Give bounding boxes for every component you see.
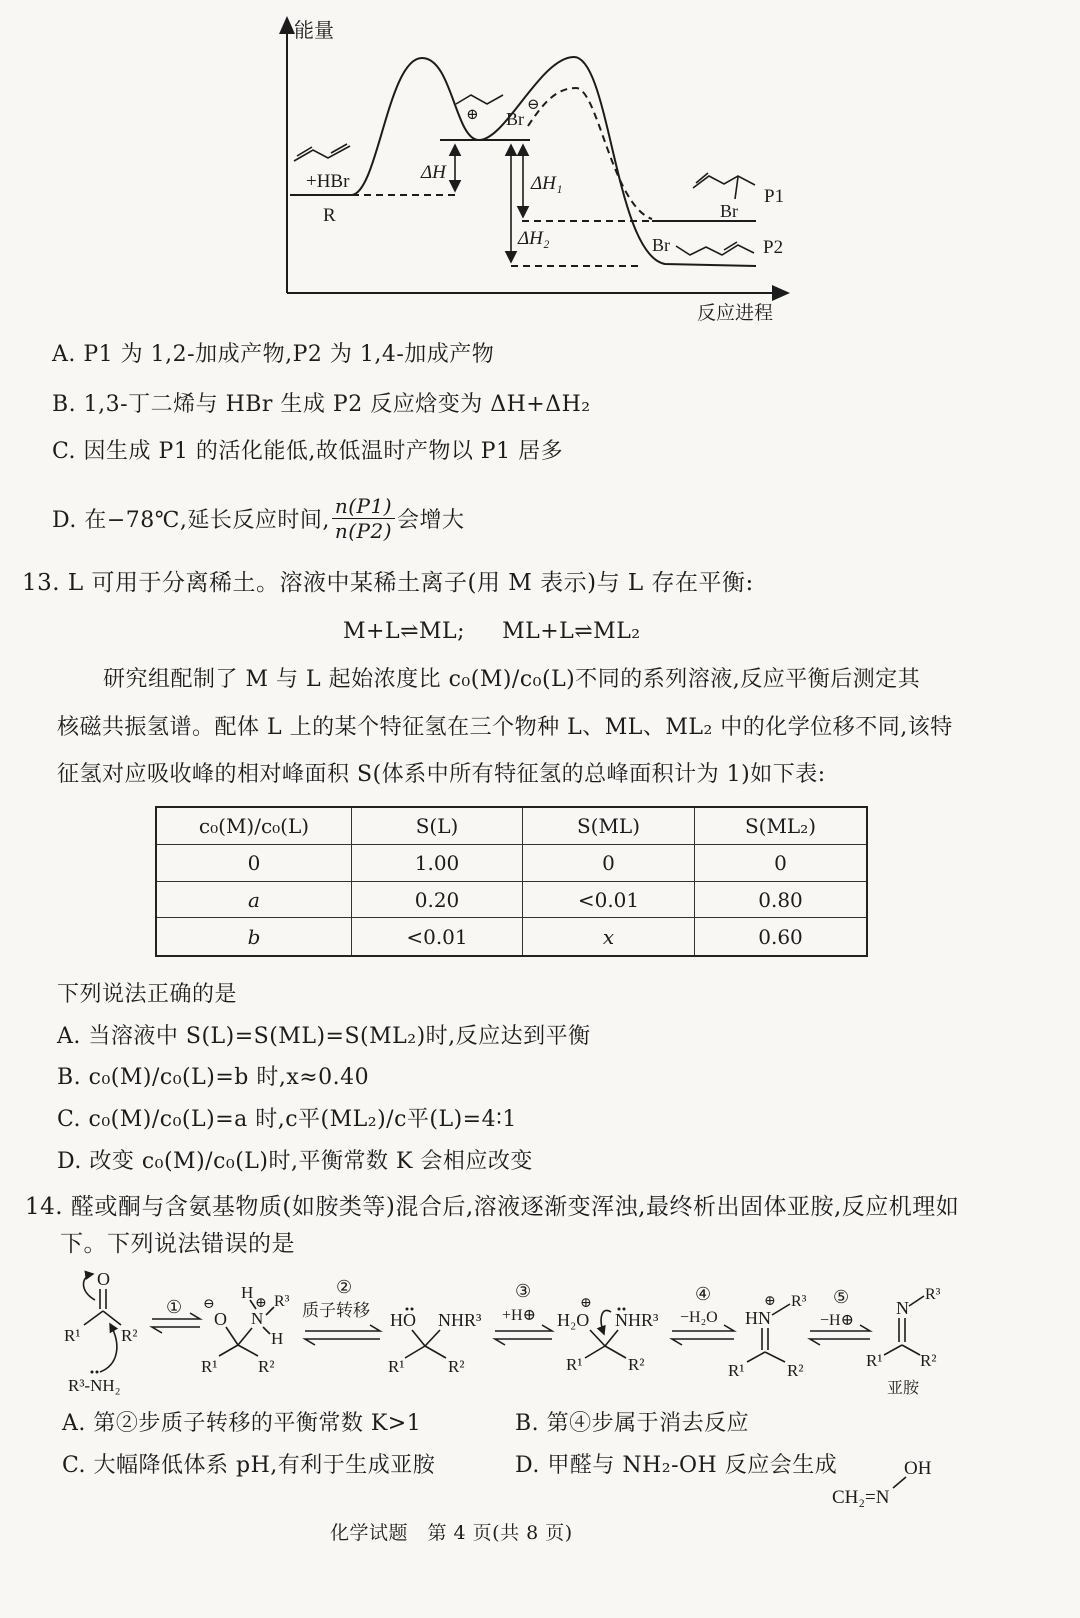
n-o-bond (893, 1477, 906, 1488)
equilibrium-arrow-3 (495, 1325, 552, 1345)
alkoxide-oxygen: O (214, 1309, 227, 1329)
bond-line (902, 1345, 920, 1355)
table-cell: 0.80 (695, 882, 868, 918)
r1-group: R¹ (866, 1351, 883, 1370)
equilibrium-arrow-2 (305, 1325, 380, 1345)
r1-group: R¹ (201, 1357, 218, 1376)
r2-group: R² (628, 1355, 645, 1374)
oxonium-water-group: H₂O (557, 1310, 590, 1330)
bond-line (412, 1330, 425, 1346)
q13-option-a: A. 当溶液中 S(L)=S(ML)=S(ML₂)时,反应达到平衡 (57, 1024, 591, 1049)
ratio-fraction (332, 494, 395, 543)
q12-option-d-suffix: 会增大 (397, 507, 465, 533)
bond-line (266, 1307, 274, 1315)
q13-paragraph-line: 核磁共振氢谱。配体 L 上的某个特征氢在三个物种 L、ML、ML₂ 中的化学位移不同,该特 (57, 715, 953, 740)
p2-label: P2 (763, 237, 784, 258)
carbonyl-oxygen: O (97, 1269, 110, 1289)
curved-arrow-icon (83, 1274, 95, 1300)
oxime-hydroxyl: OH (904, 1458, 932, 1479)
q13-paragraph-line: 研究组配制了 M 与 L 起始浓度比 c₀(M)/c₀(L)不同的系列溶液,反应平衡后测定其 (103, 667, 921, 692)
table-cell: <0.01 (352, 918, 523, 957)
p2-skeleton (676, 245, 754, 255)
table-header-cell: S(L) (352, 807, 523, 845)
imine-mechanism (0, 1262, 1080, 1402)
q14-stem-line: 14. 醛或酮与含氨基物质(如胺类等)混合后,溶液逐渐变浑浊,最终析出固体亚胺,反应机理如 (25, 1194, 960, 1220)
table-cell: 0 (523, 845, 695, 882)
q12-option-b: B. 1,3-丁二烯与 HBr 生成 P2 反应焓变为 ΔH+ΔH₂ (52, 392, 591, 417)
bond-line (765, 1352, 785, 1362)
table-cell: 0.60 (695, 918, 868, 957)
delta-h1-label: ΔH₁ (531, 173, 563, 194)
table-header-cell: S(ML) (523, 807, 695, 845)
bond-line (909, 1296, 924, 1306)
amine-group: NHR³ (438, 1310, 482, 1330)
imine-nitrogen: N (896, 1298, 909, 1318)
table-row (156, 845, 867, 882)
q14-option-d: D. 甲醛与 NH₂-OH 反应会生成 (515, 1453, 838, 1478)
q14-option-c: C. 大幅降低体系 pH,有利于生成亚胺 (62, 1453, 436, 1478)
q12-option-c: C. 因生成 P1 的活化能低,故低温时产物以 P1 居多 (52, 439, 564, 464)
hydroxyl-group: HO (390, 1310, 416, 1330)
r3-group: R³ (791, 1293, 807, 1310)
reactant-hbr-label: +HBr (306, 171, 350, 192)
curved-arrow-icon (100, 1324, 117, 1372)
intermediate-minus-charge: ⊖ (527, 97, 540, 113)
lone-pair-dot (91, 1371, 94, 1374)
bond-line (219, 1345, 238, 1356)
energy-profile-curve-p1 (528, 88, 652, 219)
step-3-label: +H⊕ (502, 1307, 536, 1324)
r2-group: R² (121, 1326, 138, 1345)
n-hydrogen-bottom: H (271, 1329, 284, 1348)
delta-h-label: ΔH (421, 162, 446, 183)
step-2-label: 质子转移 (302, 1301, 370, 1320)
equilibrium-equation-2: ML+L⇌ML₂ (502, 619, 641, 644)
bond-line (103, 1311, 121, 1325)
r1-group: R¹ (388, 1357, 405, 1376)
bond-line (226, 1327, 238, 1345)
bond-line (263, 1327, 270, 1334)
table-cell: 1.00 (352, 845, 523, 882)
p2-bromine: Br (652, 235, 670, 255)
bond-line (405, 1346, 425, 1358)
r2-group: R² (258, 1357, 275, 1376)
positive-charge: ⊕ (255, 1296, 267, 1311)
table-cell: 0.20 (352, 882, 523, 918)
p1-c-br-bond (735, 177, 738, 199)
bond-line (605, 1330, 618, 1346)
r1-group: R¹ (64, 1326, 81, 1345)
step-4-number: ④ (695, 1284, 712, 1304)
amine-group: NHR³ (615, 1310, 659, 1330)
q13-option-b: B. c₀(M)/c₀(L)=b 时,x≈0.40 (57, 1065, 370, 1090)
iminium-nitrogen: HN (745, 1308, 771, 1328)
reaction-progress-label: 反应进程 (697, 303, 774, 324)
oxime-structure (825, 1452, 965, 1512)
delta-h2-label: ΔH₂ (518, 228, 550, 249)
bond-line (84, 1311, 103, 1325)
r2-group: R² (448, 1357, 465, 1376)
step-2-number: ② (336, 1277, 353, 1297)
peak-area-table (155, 806, 868, 957)
n-hydrogen-top: H (241, 1283, 254, 1302)
page-footer: 化学试题 第 4 页(共 8 页) (330, 1522, 573, 1544)
bond-line (425, 1346, 446, 1358)
q14-option-a: A. 第②步质子转移的平衡常数 K>1 (62, 1411, 422, 1436)
step-4-label: −H₂O (680, 1309, 718, 1326)
bond-line (884, 1345, 902, 1355)
q13-option-c: C. c₀(M)/c₀(L)=a 时,c平(ML₂)/c平(L)=4∶1 (57, 1107, 517, 1132)
step-5-number: ⑤ (833, 1287, 850, 1307)
table-cell: b (156, 918, 352, 957)
bond-line (238, 1328, 252, 1345)
step-3-number: ③ (515, 1281, 532, 1301)
r3-group: R³ (274, 1293, 290, 1310)
q12-option-d (52, 490, 465, 546)
bond-line (425, 1330, 440, 1346)
r2-group: R² (787, 1361, 804, 1380)
table-header-row (156, 807, 867, 845)
table-cell: <0.01 (523, 882, 695, 918)
energy-axis-label: 能量 (294, 20, 334, 42)
r3-group: R³ (925, 1286, 941, 1303)
equilibrium-equation-1: M+L⇌ML; (343, 619, 466, 644)
q13-paragraph-line: 征氢对应吸收峰的相对峰面积 S(体系中所有特征氢的总峰面积计为 1)如下表: (57, 762, 826, 787)
table-row (156, 918, 867, 957)
r2-group: R² (920, 1351, 937, 1370)
p1-label: P1 (764, 186, 785, 207)
p1-bromine: Br (720, 201, 738, 221)
negative-charge: ⊖ (203, 1297, 215, 1312)
step-1-number: ① (166, 1297, 183, 1317)
table-header-cell: c₀(M)/c₀(L) (156, 807, 352, 845)
q12-option-d-prefix: D. 在−78℃,延长反应时间, (52, 507, 330, 533)
curved-arrow-icon (601, 1310, 611, 1334)
energy-diagram (0, 0, 1080, 330)
imine-product-label: 亚胺 (887, 1380, 920, 1397)
q13-equations (343, 619, 641, 645)
table-cell: 0 (695, 845, 868, 882)
q12-option-a: A. P1 为 1,2-加成产物,P2 为 1,4-加成产物 (52, 342, 495, 367)
q14-stem-line: 下。下列说法错误的是 (60, 1231, 295, 1257)
allyl-cation-skeleton (456, 95, 503, 104)
bond-line (238, 1345, 258, 1356)
fraction-numerator: n(P1) (332, 494, 395, 519)
oxime-main-chain: CH₂=N (832, 1487, 890, 1508)
table-cell: x (523, 918, 695, 957)
table-row (156, 882, 867, 918)
amine-reagent: R³-NH₂ (68, 1376, 121, 1395)
q13-stem: 13. L 可用于分离稀土。溶液中某稀土离子(用 M 表示)与 L 存在平衡: (22, 570, 754, 596)
r1-group: R¹ (728, 1361, 745, 1380)
table-cell: 0 (156, 845, 352, 882)
ammonium-nitrogen: N (251, 1309, 264, 1328)
q13-prompt: 下列说法正确的是 (57, 982, 238, 1007)
positive-charge: ⊕ (580, 1296, 592, 1311)
q14-option-b: B. 第④步属于消去反应 (515, 1411, 750, 1436)
r1-group: R¹ (566, 1355, 583, 1374)
bond-line (585, 1346, 605, 1358)
step-5-label: −H⊕ (820, 1312, 854, 1329)
fraction-denominator: n(P2) (334, 518, 393, 543)
positive-charge: ⊕ (764, 1294, 776, 1309)
intermediate-plus-charge: ⊕ (466, 107, 479, 123)
equilibrium-arrow-4 (672, 1325, 734, 1345)
table-cell: a (156, 882, 352, 918)
q13-option-d: D. 改变 c₀(M)/c₀(L)时,平衡常数 K 会相应改变 (57, 1149, 533, 1174)
bond-line (747, 1352, 765, 1362)
intermediate-bromide: Br (506, 109, 524, 129)
lone-pair-dot (96, 1371, 99, 1374)
reactant-r-label: R (323, 205, 336, 226)
table-header-cell: S(ML₂) (695, 807, 868, 845)
bond-line (605, 1346, 626, 1358)
